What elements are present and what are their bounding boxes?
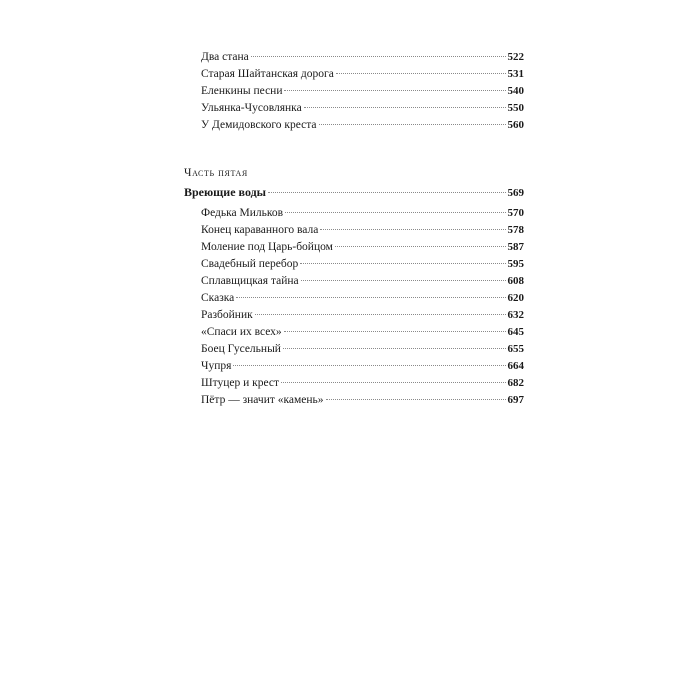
toc-entry-page: 540 (507, 85, 524, 97)
toc-entry-page: 531 (507, 68, 524, 80)
dot-leader (319, 124, 506, 125)
toc-entry[interactable] (201, 291, 524, 307)
toc-entry-page: 664 (507, 360, 524, 372)
toc-entry[interactable] (201, 206, 524, 222)
part-label: Часть пятая (184, 167, 248, 179)
toc-entry-title: Чупря (201, 360, 232, 372)
toc-entry-title: Разбойник (201, 309, 253, 321)
toc-entry-page: 655 (507, 343, 524, 355)
toc-entry[interactable] (201, 308, 524, 324)
toc-entry-title: Федька Мильков (201, 207, 284, 219)
toc-section-page: 569 (507, 187, 524, 199)
dot-leader (320, 229, 505, 230)
toc-entry[interactable] (201, 223, 524, 239)
toc-entry[interactable] (201, 257, 524, 273)
toc-entry-title: Штуцер и крест (201, 377, 279, 389)
toc-entry-title: Еленкины песни (201, 85, 283, 97)
toc-entry-page: 632 (507, 309, 524, 321)
toc-entry-page: 570 (507, 207, 524, 219)
toc-entry-page: 595 (507, 258, 524, 270)
toc-entry[interactable] (201, 376, 524, 392)
toc-entry-title: Сплавщицкая тайна (201, 275, 299, 287)
dot-leader (283, 348, 506, 349)
dot-leader (336, 73, 506, 74)
dot-leader (233, 365, 505, 366)
toc-entry-page: 620 (507, 292, 524, 304)
toc-entry-page: 682 (507, 377, 524, 389)
dot-leader (281, 382, 506, 383)
toc-section[interactable] (184, 185, 524, 201)
toc-entry[interactable] (201, 359, 524, 375)
dot-leader (300, 263, 505, 264)
toc-entry[interactable] (201, 325, 524, 341)
toc-entry-title: «Спаси их всех» (201, 326, 282, 338)
toc-entry-title: Боец Гусельный (201, 343, 281, 355)
toc-entry-title: Конец караванного вала (201, 224, 319, 236)
toc-entry[interactable] (201, 393, 524, 409)
toc-entry-page: 697 (507, 394, 524, 406)
dot-leader (284, 90, 505, 91)
toc-entry[interactable] (201, 67, 524, 83)
toc-entry[interactable] (201, 101, 524, 117)
dot-leader (304, 107, 506, 108)
toc-entry-page: 578 (507, 224, 524, 236)
toc-entry[interactable] (201, 84, 524, 100)
dot-leader (284, 331, 506, 332)
dot-leader (255, 314, 506, 315)
toc-section-title: Вреющие воды (184, 185, 267, 199)
toc-entry[interactable] (201, 342, 524, 358)
toc-entry-title: Два стана (201, 51, 249, 63)
toc-entry[interactable] (201, 274, 524, 290)
toc-entry-page: 608 (507, 275, 524, 287)
toc-entry-title: Пётр — значит «камень» (201, 394, 324, 406)
toc-entry[interactable] (201, 50, 524, 66)
dot-leader (268, 192, 505, 193)
toc-entry-title: Сказка (201, 292, 235, 304)
toc-entry-title: Моление под Царь-бойцом (201, 241, 333, 253)
toc-entry-title: Ульянка-Чусовлянка (201, 102, 302, 114)
dot-leader (301, 280, 506, 281)
toc-entry-title: Свадебный перебор (201, 258, 299, 270)
toc-entry[interactable] (201, 118, 524, 134)
dot-leader (251, 56, 506, 57)
toc-entry-page: 587 (507, 241, 524, 253)
toc-entry-page: 522 (507, 51, 524, 63)
dot-leader (236, 297, 505, 298)
toc-entry-page: 560 (507, 119, 524, 131)
toc-entry-title: У Демидовского креста (201, 119, 317, 131)
toc-entry-page: 645 (507, 326, 524, 338)
dot-leader (326, 399, 506, 400)
dot-leader (335, 246, 506, 247)
toc-entry-title: Старая Шайтанская дорога (201, 68, 334, 80)
dot-leader (285, 212, 505, 213)
toc-entry[interactable] (201, 240, 524, 256)
toc-entry-page: 550 (507, 102, 524, 114)
